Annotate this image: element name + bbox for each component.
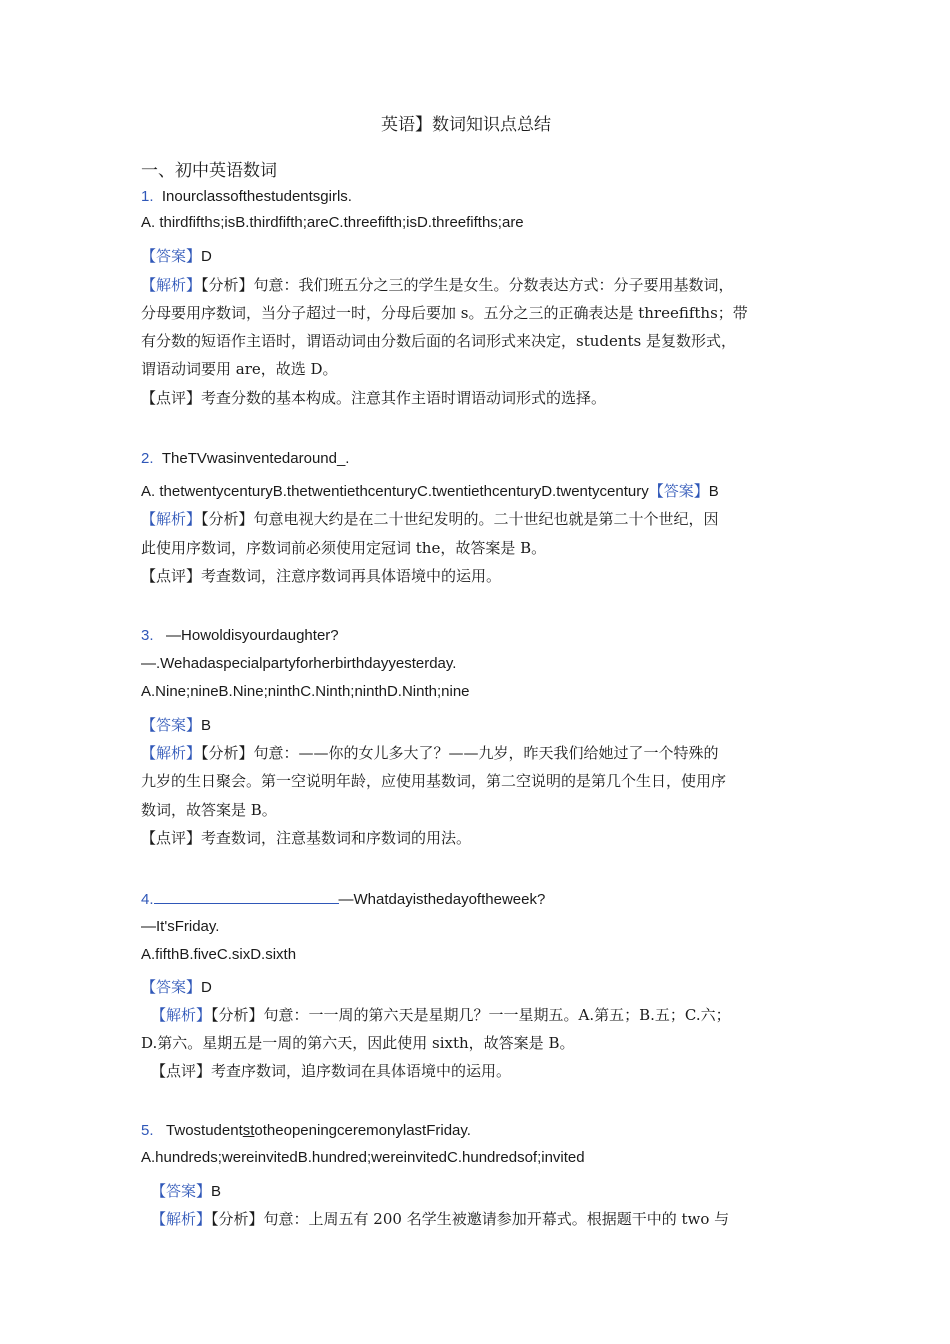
analysis-label: 【解析】 [141,276,202,294]
question-3-analysis-line [141,743,719,763]
answer-label: 【答案】 [141,978,202,996]
page-title: 英语】数词知识点总结 [381,115,551,135]
answer-value: D [201,979,212,996]
question-1-analysis-line: 谓语动词要用 are，故选 D。 [141,360,338,378]
question-4-analysis-line [151,1005,731,1025]
question-5-text-a: Twostudent [166,1122,243,1139]
fenxi-label: 【分析】 [201,276,254,294]
answer-label: 【答案】 [151,1182,212,1200]
question-4-answer [141,977,212,998]
question-3-analysis-line: 九岁的生日聚会。第一空说明年龄，应使用基数词，第二空说明的是第几个生日，使用序 [141,772,727,790]
comment-label: 【点评】 [141,567,202,585]
question-3-analysis-line: 数词，故答案是 B。 [141,801,277,819]
question-1-analysis-line [141,275,734,295]
question-4-stem-line-2: —It'sFriday. [141,918,220,935]
question-2-stem [141,449,349,469]
question-3-comment [141,828,471,848]
question-1-analysis-line: 有分数的短语作主语时，谓语动词由分数后面的名词形式来决定，students 是复数形式， [141,332,737,350]
question-2-text: TheTVwasinventedaround_. [161,450,350,467]
question-1-number: 1. [141,188,154,205]
answer-value: D [201,248,212,265]
analysis-text: 句意：一一周的第六天是星期几？一一星期五。A.第五；B.五；C.六； [263,1006,731,1024]
question-3-number: 3. [141,627,154,644]
answer-label: 【答案】 [141,716,202,734]
question-3-stem [141,626,339,646]
question-5-text-underlined: st [242,1122,255,1139]
question-5-stem [141,1121,471,1141]
question-3-text: —Howoldisyourdaughter? [166,627,339,644]
question-4-comment [151,1061,511,1081]
question-5-analysis-line [151,1209,729,1229]
question-2-analysis-line [141,509,719,529]
analysis-text: 句意电视大约是在二十世纪发明的。二十世纪也就是第二十个世纪，因 [253,510,719,528]
fenxi-label: 【分析】 [211,1006,264,1024]
comment-text: 考查数词，注意序数词再具体语境中的运用。 [201,567,502,585]
question-4-analysis-line: D.第六。星期五是一周的第六天，因此使用 sixth，故答案是 B。 [141,1034,575,1052]
fenxi-label: 【分析】 [201,744,254,762]
analysis-label: 【解析】 [151,1006,212,1024]
answer-label: 【答案】 [648,482,709,500]
analysis-text: 句意：上周五有 200 名学生被邀请参加开幕式。根据题干中的 two 与 [263,1210,730,1228]
question-4-text: —Whatdayisthedayoftheweek? [338,891,546,908]
question-1-analysis-line: 分母要用序数词，当分子超过一时，分母后要加 s。五分之三的正确表达是 threefifths；带 [141,304,748,322]
question-5-answer [151,1181,221,1202]
comment-text: 考查分数的基本构成。注意其作主语时谓语动词形式的选择。 [201,389,607,407]
analysis-text: 句意：——你的女儿多大了？——九岁，昨天我们给她过了一个特殊的 [253,744,719,762]
question-3-options: A.Nine;nineB.Nine;ninthC.Ninth;ninthD.Ninth;nine [141,683,470,700]
analysis-label: 【解析】 [141,510,202,528]
question-2-analysis-line: 此使用序数词，序数词前必须使用定冠词 the，故答案是 B。 [141,539,547,557]
answer-blank [154,889,339,904]
analysis-label: 【解析】 [151,1210,212,1228]
comment-label: 【点评】 [141,389,202,407]
question-3-stem-line-2: —.Wehadaspecialpartyforherbirthdayyesterday. [141,655,457,672]
question-4-number: 4. [141,891,154,908]
answer-value: B [211,1183,222,1200]
question-1-options: A. thirdfifths;isB.thirdfifth;areC.threefifth;isD.threefifths;are [141,214,524,231]
options-text: A. thetwentycenturyB.thetwentiethcenturyC.twentiethcenturyD.twentycentury [141,483,649,500]
question-1-stem [141,187,352,207]
question-1-text: Inourclassofthestudentsgirls. [161,188,352,205]
comment-label: 【点评】 [141,829,202,847]
question-1-comment [141,388,606,408]
question-1-answer [141,246,212,267]
question-3-answer [141,715,211,736]
answer-label: 【答案】 [141,247,202,265]
fenxi-label: 【分析】 [211,1210,264,1228]
comment-text: 考查数词，注意基数词和序数词的用法。 [201,829,472,847]
question-2-options [141,481,719,502]
question-5-text-b: otheopeningceremonylastFriday. [254,1122,471,1139]
answer-value: B [708,483,719,500]
analysis-text: 句意：我们班五分之三的学生是女生。分数表达方式：分子要用基数词， [253,276,734,294]
answer-value: B [201,717,212,734]
question-5-options: A.hundreds;wereinvitedB.hundred;wereinvitedC.hundredsof;invited [141,1149,585,1166]
question-2-number: 2. [141,450,154,467]
section-heading: 一、初中英语数词 [141,161,277,181]
comment-label: 【点评】 [151,1062,212,1080]
comment-text: 考查序数词，追序数词在具体语境中的运用。 [211,1062,512,1080]
question-4-options: A.fifthB.fiveC.sixD.sixth [141,946,297,963]
analysis-label: 【解析】 [141,744,202,762]
question-2-comment [141,566,501,586]
question-4-stem [141,889,545,910]
question-5-number: 5. [141,1122,154,1139]
fenxi-label: 【分析】 [201,510,254,528]
